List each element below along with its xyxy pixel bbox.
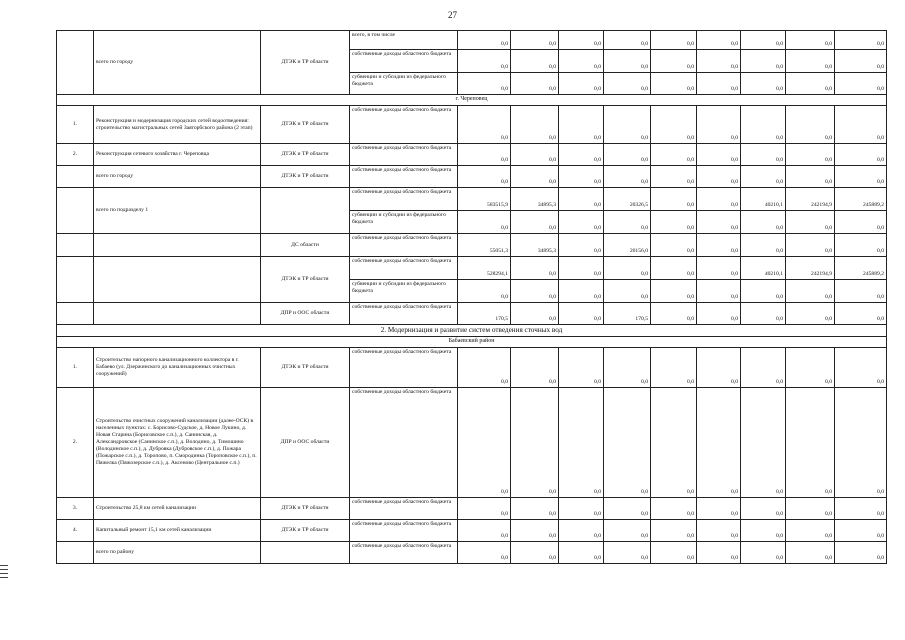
- value-cell: 0,0: [559, 144, 604, 166]
- value-cell: 0,0: [697, 50, 741, 73]
- value-cell: 0,0: [651, 303, 697, 325]
- value-cell: 0,0: [651, 498, 697, 520]
- value-cell: 245889,2: [835, 257, 887, 280]
- value-cell: 0,0: [651, 520, 697, 542]
- value-cell: 20156,0: [604, 234, 651, 257]
- value-cell: 0,0: [786, 166, 835, 188]
- measure-name-cell: Строительство напорного канализационного коллектора в г. Бабаево (ул. Дзержинского до канализационных очистных сооружений): [94, 348, 261, 388]
- value-cell: 0,0: [511, 303, 559, 325]
- table-row: [57, 166, 887, 188]
- funding-source-cell: собственные доходы областного бюджета: [350, 388, 458, 498]
- table-row: [57, 234, 887, 257]
- executor-cell: ДТЭК и ТР области: [261, 257, 350, 303]
- funding-source-cell: всего, в том числе: [350, 31, 458, 50]
- value-cell: 0,0: [604, 144, 651, 166]
- value-cell: 0,0: [511, 73, 559, 95]
- value-cell: 0,0: [786, 50, 835, 73]
- value-cell: 0,0: [651, 234, 697, 257]
- value-cell: 20326,5: [604, 188, 651, 211]
- value-cell: 0,0: [697, 106, 741, 144]
- value-cell: 0,0: [697, 257, 741, 280]
- value-cell: 0,0: [697, 166, 741, 188]
- funding-source-cell: субвенции и субсидии из федерального бюджета: [350, 73, 458, 95]
- value-cell: 0,0: [835, 73, 887, 95]
- value-cell: 0,0: [697, 73, 741, 95]
- funding-source-cell: собственные доходы областного бюджета: [350, 257, 458, 280]
- page-number: 27: [448, 10, 457, 20]
- value-cell: 0,0: [559, 31, 604, 50]
- measure-name-cell: всего по подразделу 1: [94, 188, 261, 234]
- value-cell: 0,0: [651, 144, 697, 166]
- value-cell: 0,0: [559, 388, 604, 498]
- value-cell: 0,0: [559, 73, 604, 95]
- table-row: [57, 144, 887, 166]
- value-cell: 0,0: [697, 520, 741, 542]
- value-cell: 0,0: [786, 234, 835, 257]
- value-cell: 170,5: [458, 303, 511, 325]
- table-row: [57, 337, 887, 348]
- value-cell: 0,0: [835, 50, 887, 73]
- value-cell: 0,0: [786, 520, 835, 542]
- table-row: [57, 498, 887, 520]
- value-cell: 0,0: [741, 542, 786, 564]
- table-row: [57, 325, 887, 337]
- row-number-cell: 1.: [57, 348, 94, 388]
- value-cell: 0,0: [604, 31, 651, 50]
- measure-name-cell: Строительство очистных сооружений канализации (далее-ОСК) в населенных пунктах: с. Борисово-Судское, д. Новое Лукино, д. Новая Старина (Борисовское с.п.), д. Санинская, д. Александровское (Санинское с.п.), д. Володино, д. Тимошино (Володинское с.п.), д. Дубровка (Дубровское с.п.), д. Пожара (Пожарское с.п.), д. Торопово, п. Смородинка (Тороповское с.п.), п. Пяжелка (Пяжозерское с.п.), д. Аксеново (Центральное с.п.): [94, 388, 261, 498]
- value-cell: 0,0: [741, 211, 786, 234]
- value-cell: 0,0: [741, 73, 786, 95]
- measure-name-cell: Реконструкция и модернизация городских сетей водоотведения: строительство магистральных сетей Заягорбского района (2 этап): [94, 106, 261, 144]
- value-cell: 0,0: [741, 106, 786, 144]
- value-cell: 0,0: [835, 542, 887, 564]
- funding-source-cell: собственные доходы областного бюджета: [350, 50, 458, 73]
- value-cell: 0,0: [786, 73, 835, 95]
- value-cell: 0,0: [511, 31, 559, 50]
- value-cell: 0,0: [835, 106, 887, 144]
- value-cell: 0,0: [604, 106, 651, 144]
- value-cell: 0,0: [651, 211, 697, 234]
- value-cell: 40210,1: [741, 257, 786, 280]
- value-cell: 0,0: [458, 166, 511, 188]
- value-cell: 0,0: [697, 498, 741, 520]
- measure-name-cell: всего по городу: [94, 166, 261, 188]
- value-cell: 0,0: [559, 166, 604, 188]
- value-cell: 0,0: [741, 144, 786, 166]
- value-cell: 0,0: [835, 211, 887, 234]
- row-number-cell: 4.: [57, 520, 94, 542]
- value-cell: 0,0: [511, 211, 559, 234]
- value-cell: 0,0: [559, 542, 604, 564]
- value-cell: 0,0: [786, 498, 835, 520]
- row-number-cell: [57, 542, 94, 564]
- executor-cell: ДТЭК и ТР области: [261, 144, 350, 166]
- value-cell: 0,0: [786, 106, 835, 144]
- value-cell: 0,0: [511, 348, 559, 388]
- row-number-cell: 1.: [57, 106, 94, 144]
- row-number-cell: 2.: [57, 144, 94, 166]
- funding-source-cell: субвенции и субсидии из федерального бюджета: [350, 211, 458, 234]
- value-cell: 0,0: [559, 106, 604, 144]
- executor-cell: ДТЭК и ТР области: [261, 348, 350, 388]
- value-cell: 0,0: [458, 520, 511, 542]
- value-cell: 0,0: [604, 348, 651, 388]
- value-cell: 170,5: [604, 303, 651, 325]
- table-row: [57, 95, 887, 106]
- value-cell: 34895,3: [511, 234, 559, 257]
- value-cell: 0,0: [604, 211, 651, 234]
- table-row: [57, 520, 887, 542]
- value-cell: 0,0: [786, 211, 835, 234]
- value-cell: 0,0: [651, 50, 697, 73]
- value-cell: 242194,9: [786, 257, 835, 280]
- executor-cell: ДТЭК и ТР области: [261, 498, 350, 520]
- value-cell: 0,0: [604, 257, 651, 280]
- value-cell: 0,0: [651, 542, 697, 564]
- value-cell: 0,0: [458, 348, 511, 388]
- value-cell: 0,0: [835, 520, 887, 542]
- funding-source-cell: собственные доходы областного бюджета: [350, 234, 458, 257]
- row-number-cell: [57, 166, 94, 188]
- value-cell: 0,0: [697, 303, 741, 325]
- value-cell: 0,0: [835, 234, 887, 257]
- executor-cell: ДПР и ООС области: [261, 303, 350, 325]
- funding-source-cell: субвенции и субсидии из федерального бюджета: [350, 280, 458, 303]
- value-cell: 0,0: [559, 257, 604, 280]
- value-cell: 0,0: [511, 257, 559, 280]
- value-cell: 0,0: [835, 31, 887, 50]
- funding-source-cell: собственные доходы областного бюджета: [350, 520, 458, 542]
- row-number-cell: 2.: [57, 388, 94, 498]
- funding-source-cell: собственные доходы областного бюджета: [350, 303, 458, 325]
- value-cell: 0,0: [835, 280, 887, 303]
- executor-cell: ДПР и ООС области: [261, 388, 350, 498]
- value-cell: 0,0: [697, 31, 741, 50]
- value-cell: 0,0: [741, 388, 786, 498]
- value-cell: 55051,3: [458, 234, 511, 257]
- executor-cell: ДТЭК и ТР области: [261, 166, 350, 188]
- value-cell: 0,0: [651, 257, 697, 280]
- value-cell: 583515,9: [458, 188, 511, 211]
- value-cell: 0,0: [697, 234, 741, 257]
- value-cell: 0,0: [458, 50, 511, 73]
- value-cell: 0,0: [511, 388, 559, 498]
- value-cell: 0,0: [604, 166, 651, 188]
- table-row: [57, 188, 887, 211]
- value-cell: 0,0: [741, 50, 786, 73]
- value-cell: 0,0: [604, 520, 651, 542]
- executor-cell: [261, 542, 350, 564]
- table-row: [57, 31, 887, 50]
- value-cell: 0,0: [786, 542, 835, 564]
- value-cell: 0,0: [741, 520, 786, 542]
- value-cell: 0,0: [511, 280, 559, 303]
- area-heading: г. Череповец: [57, 95, 887, 106]
- value-cell: 0,0: [511, 542, 559, 564]
- value-cell: 0,0: [458, 542, 511, 564]
- value-cell: 0,0: [786, 280, 835, 303]
- value-cell: 0,0: [604, 542, 651, 564]
- value-cell: 0,0: [697, 280, 741, 303]
- value-cell: 242194,9: [786, 188, 835, 211]
- scan-margin-marks: [0, 565, 8, 581]
- value-cell: 0,0: [559, 50, 604, 73]
- value-cell: 0,0: [651, 280, 697, 303]
- value-cell: 0,0: [559, 280, 604, 303]
- value-cell: 0,0: [511, 166, 559, 188]
- value-cell: 0,0: [697, 348, 741, 388]
- value-cell: 0,0: [835, 388, 887, 498]
- funding-source-cell: собственные доходы областного бюджета: [350, 498, 458, 520]
- budget-table: [56, 30, 887, 564]
- value-cell: 0,0: [511, 520, 559, 542]
- value-cell: 0,0: [458, 31, 511, 50]
- value-cell: 0,0: [651, 388, 697, 498]
- executor-cell: ДТЭК и ТР области: [261, 520, 350, 542]
- row-number-cell: [57, 303, 94, 325]
- value-cell: 0,0: [511, 50, 559, 73]
- value-cell: 0,0: [697, 188, 741, 211]
- executor-cell: ДТЭК и ТР области: [261, 31, 350, 95]
- funding-source-cell: собственные доходы областного бюджета: [350, 348, 458, 388]
- value-cell: 0,0: [458, 498, 511, 520]
- value-cell: 0,0: [741, 234, 786, 257]
- value-cell: 0,0: [651, 166, 697, 188]
- row-number-cell: [57, 31, 94, 95]
- funding-source-cell: собственные доходы областного бюджета: [350, 144, 458, 166]
- value-cell: 0,0: [697, 144, 741, 166]
- measure-name-cell: [94, 234, 261, 257]
- value-cell: 0,0: [835, 498, 887, 520]
- value-cell: 0,0: [741, 280, 786, 303]
- value-cell: 0,0: [651, 348, 697, 388]
- area-heading: Бабаевский район: [57, 337, 887, 348]
- value-cell: 0,0: [458, 280, 511, 303]
- measure-name-cell: всего по городу: [94, 31, 261, 95]
- value-cell: 0,0: [651, 188, 697, 211]
- value-cell: 0,0: [458, 211, 511, 234]
- executor-cell: ДТЭК и ТР области: [261, 106, 350, 144]
- value-cell: 0,0: [835, 348, 887, 388]
- table-row: [57, 106, 887, 144]
- value-cell: 0,0: [741, 498, 786, 520]
- value-cell: 0,0: [786, 144, 835, 166]
- value-cell: 0,0: [511, 498, 559, 520]
- measure-name-cell: [94, 257, 261, 303]
- section-heading: 2. Модернизация и развитие систем отведения сточных вод: [57, 325, 887, 337]
- measure-name-cell: всего по району: [94, 542, 261, 564]
- executor-cell: ДС области: [261, 234, 350, 257]
- value-cell: 0,0: [835, 303, 887, 325]
- value-cell: 0,0: [651, 73, 697, 95]
- value-cell: 0,0: [458, 106, 511, 144]
- table-row: [57, 303, 887, 325]
- value-cell: 0,0: [835, 166, 887, 188]
- value-cell: 0,0: [786, 31, 835, 50]
- funding-source-cell: собственные доходы областного бюджета: [350, 106, 458, 144]
- value-cell: 0,0: [458, 73, 511, 95]
- value-cell: 0,0: [559, 498, 604, 520]
- value-cell: 0,0: [651, 106, 697, 144]
- value-cell: 0,0: [604, 498, 651, 520]
- value-cell: 0,0: [786, 348, 835, 388]
- value-cell: 0,0: [835, 144, 887, 166]
- executor-cell: [261, 188, 350, 234]
- value-cell: 0,0: [559, 348, 604, 388]
- table-row: [57, 388, 887, 498]
- value-cell: 0,0: [604, 50, 651, 73]
- row-number-cell: [57, 257, 94, 303]
- value-cell: 0,0: [511, 106, 559, 144]
- value-cell: 0,0: [741, 31, 786, 50]
- value-cell: 0,0: [786, 388, 835, 498]
- value-cell: 0,0: [741, 166, 786, 188]
- value-cell: 245889,2: [835, 188, 887, 211]
- value-cell: 0,0: [559, 303, 604, 325]
- value-cell: 0,0: [458, 144, 511, 166]
- measure-name-cell: [94, 303, 261, 325]
- table-row: [57, 257, 887, 280]
- table-row: [57, 348, 887, 388]
- value-cell: 0,0: [741, 348, 786, 388]
- value-cell: 0,0: [559, 234, 604, 257]
- value-cell: 34895,3: [511, 188, 559, 211]
- value-cell: 0,0: [511, 144, 559, 166]
- table-row: [57, 542, 887, 564]
- measure-name-cell: Строительство 25,8 км сетей канализации: [94, 498, 261, 520]
- funding-source-cell: собственные доходы областного бюджета: [350, 542, 458, 564]
- value-cell: 0,0: [559, 188, 604, 211]
- value-cell: 0,0: [697, 211, 741, 234]
- value-cell: 0,0: [786, 303, 835, 325]
- value-cell: 0,0: [651, 31, 697, 50]
- measure-name-cell: Реконструкция сетевого хозяйства г. Череповца: [94, 144, 261, 166]
- measure-name-cell: Капитальный ремонт 15,1 км сетей канализации: [94, 520, 261, 542]
- value-cell: 0,0: [559, 520, 604, 542]
- value-cell: 0,0: [604, 388, 651, 498]
- value-cell: 0,0: [697, 542, 741, 564]
- value-cell: 0,0: [559, 211, 604, 234]
- value-cell: 528294,1: [458, 257, 511, 280]
- value-cell: 0,0: [458, 388, 511, 498]
- row-number-cell: [57, 188, 94, 234]
- funding-source-cell: собственные доходы областного бюджета: [350, 188, 458, 211]
- value-cell: 0,0: [697, 388, 741, 498]
- value-cell: 40210,1: [741, 188, 786, 211]
- value-cell: 0,0: [604, 73, 651, 95]
- funding-source-cell: собственные доходы областного бюджета: [350, 166, 458, 188]
- value-cell: 0,0: [741, 303, 786, 325]
- row-number-cell: [57, 234, 94, 257]
- value-cell: 0,0: [604, 280, 651, 303]
- row-number-cell: 3.: [57, 498, 94, 520]
